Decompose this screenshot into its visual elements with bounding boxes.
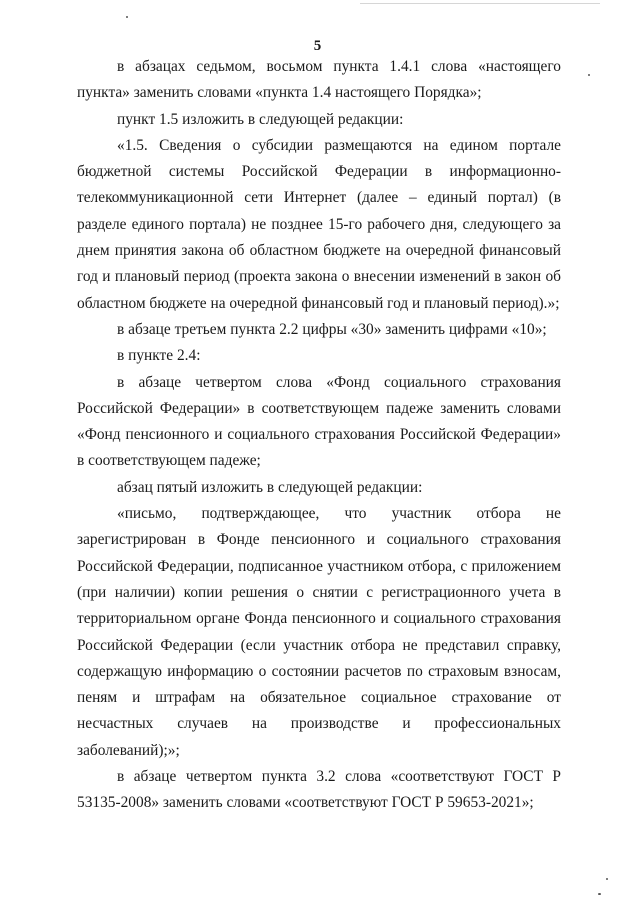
document-body xyxy=(77,54,561,817)
scan-edge-line xyxy=(360,3,600,4)
scan-speck xyxy=(598,893,601,895)
paragraph: «1.5. Сведения о субсидии размещаются на едином портале бюджетной системы Российской Федерации в информационно-телекоммуникационной сети Интернет (далее – единый портал) (в разделе единого портала) не позднее 15-го рабочего дня, следующего за днем принятия закона об областном бюджете на очередной финансовый год и плановый период (проекта закона о внесении изменений в закон об областном бюджете на очередной финансовый год и плановый период).»; xyxy=(77,136,561,312)
paragraph: «письмо, подтверждающее, что участник отбора не зарегистрирован в Фонде пенсионного и социального страхования Российской Федерации, подписанное участником отбора, с приложением (при наличии) копии решения о снятии с регистрационного учета в территориальном органе Фонда пенсионного и социального страхования Российской Федерации (если участник отбора не представил справку, содержащую информацию о состоянии расчетов по страховым взносам, пеням и штрафам на обязательное социальное страхование от несчастных случаев на производстве и профессиональных заболеваний);»; xyxy=(77,505,561,759)
page-number: 5 xyxy=(313,38,322,54)
paragraph: в абзаце четвертом слова «Фонд социального страхования Российской Федерации» в соответствующем падеже заменить словами «Фонд пенсионного и социального страхования Российской Федерации» в соответствующем падеже; xyxy=(77,373,561,470)
paragraph: в абзаце третьем пункта 2.2 цифры «30» заменить цифрами «10»; xyxy=(117,320,547,338)
paragraph: в пункте 2.4: xyxy=(117,347,201,365)
paragraph: абзац пятый изложить в следующей редакции: xyxy=(117,478,423,496)
scan-speck xyxy=(126,16,128,18)
scan-speck xyxy=(588,74,590,76)
paragraph: пункт 1.5 изложить в следующей редакции: xyxy=(117,110,404,128)
scan-speck xyxy=(606,878,608,880)
paragraph: в абзацах седьмом, восьмом пункта 1.4.1 слова «настоящего пункта» заменить словами «пункта 1.4 настоящего Порядка»; xyxy=(77,58,561,102)
paragraph: в абзаце четвертом пункта 3.2 слова «соответствуют ГОСТ Р 53135-2008» заменить словами «соответствуют ГОСТ Р 59653-2021»; xyxy=(77,768,561,812)
